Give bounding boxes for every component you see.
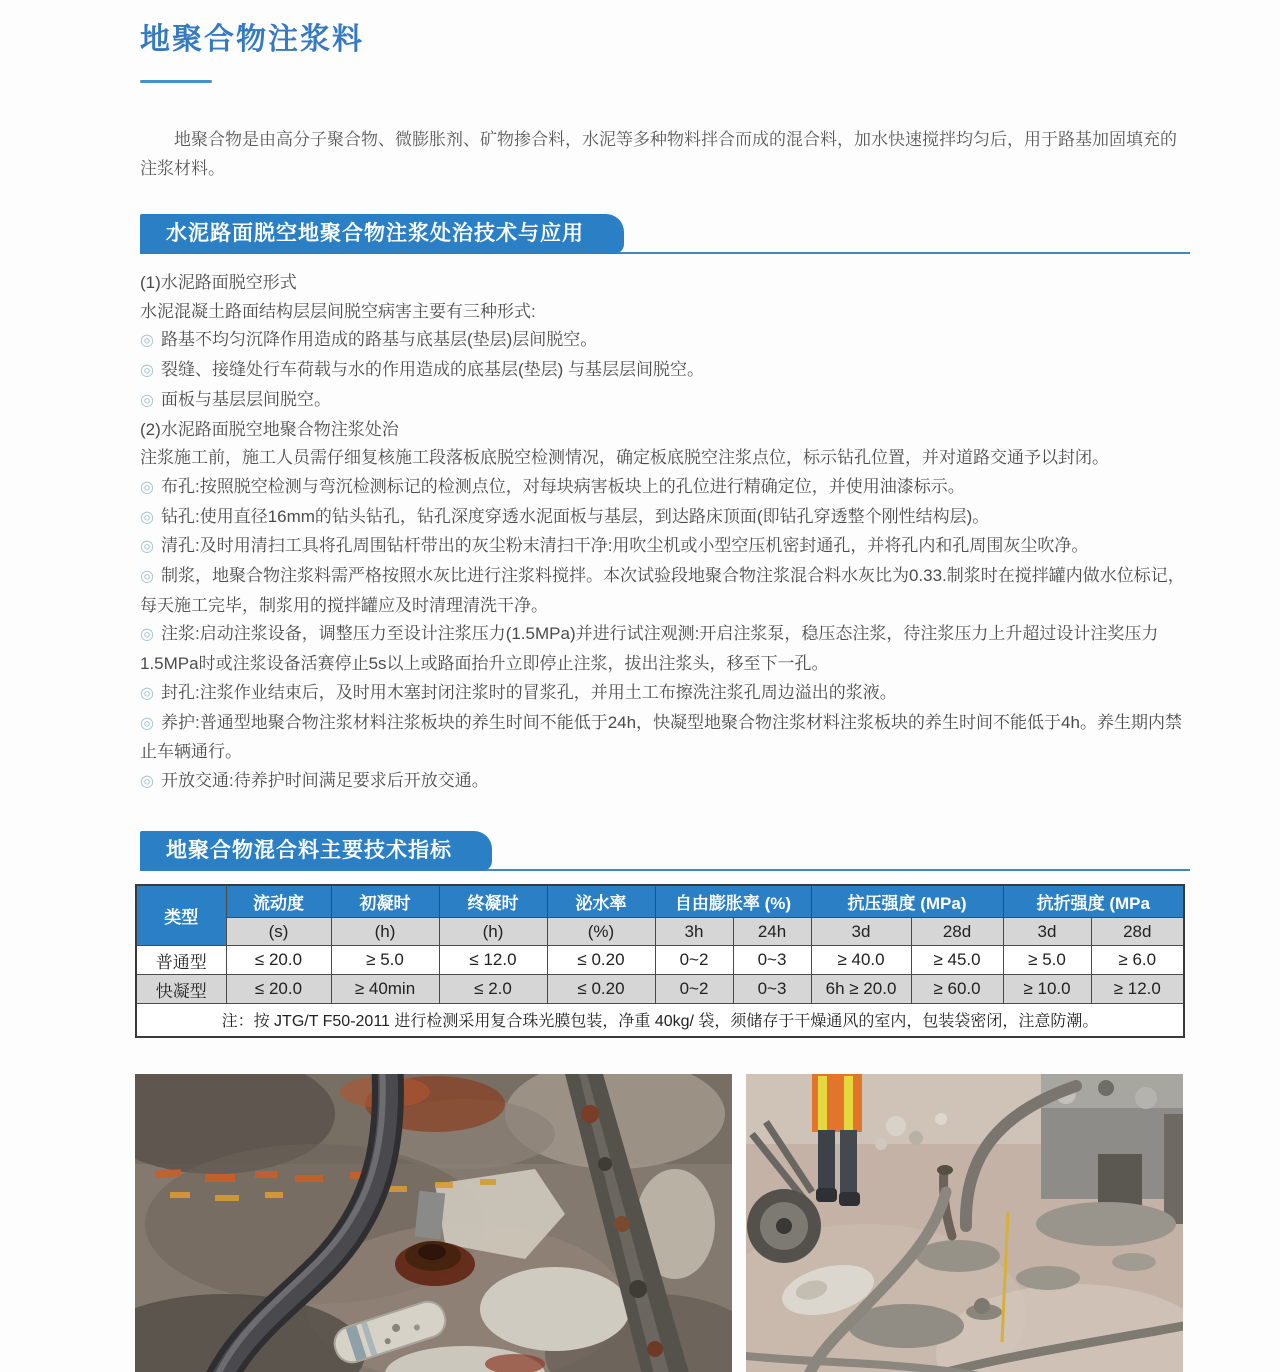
bullet-item: ◎ 注浆:启动注浆设备，调整压力至设计注浆压力(1.5MPa)并进行试注观测:开启注浆泵，稳压态注浆，待注浆压力上升超过设计注奖压力1.5MPa时或注浆设备活赛停止5s以上或路面抬升立即停止注浆，拔出注浆头，移至下一孔。: [140, 624, 1159, 674]
value-cell: 0~3: [733, 946, 811, 975]
value-cell: ≥ 10.0: [1003, 975, 1091, 1004]
table-corner-cell: 类型: [136, 885, 226, 946]
unit-cell: 3d: [811, 918, 911, 946]
unit-cell: (h): [439, 918, 547, 946]
bullet-item: ◎ 钻孔:使用直径16mm的钻头钻孔，钻孔深度穿透水泥面板与基层，到达路床顶面(即钻孔穿透整个刚性结构层)。: [140, 506, 990, 526]
value-cell: ≤ 12.0: [439, 946, 547, 975]
section-tech-body: [140, 269, 1190, 797]
bullet-item: ◎ 路基不均匀沉降作用造成的路基与底基层(垫层)层间脱空。: [140, 330, 598, 350]
table-note-row: [136, 1004, 1184, 1037]
page-title: 地聚合物注浆料: [140, 23, 364, 56]
column-header: 流动度: [226, 885, 331, 918]
bullet-item: ◎ 布孔:按照脱空检测与弯沉检测标记的检测点位，对每块病害板块上的孔位进行精确定位，并使用油漆标示。: [140, 476, 965, 496]
value-cell: ≤ 0.20: [547, 975, 655, 1004]
value-cell: 6h ≥ 20.0: [811, 975, 911, 1004]
value-cell: ≥ 60.0: [911, 975, 1003, 1004]
title-underline-decoration: [140, 80, 212, 83]
unit-cell: 3d: [1003, 918, 1091, 946]
value-cell: ≥ 6.0: [1091, 946, 1184, 975]
unit-cell: (h): [331, 918, 439, 946]
value-cell: ≥ 12.0: [1091, 975, 1184, 1004]
bullet-item: ◎ 封孔:注浆作业结束后，及时用木塞封闭注浆时的冒浆孔，并用土工布擦洗注浆孔周边溢出的浆液。: [140, 682, 897, 702]
table-units-row: [136, 918, 1184, 946]
paragraph: 注浆施工前，施工人员需仔细复核施工段落板底脱空检测情况，确定板底脱空注浆点位，标示钻孔位置，并对道路交通予以封闭。: [140, 448, 1109, 468]
bullet-item: ◎ 制浆，地聚合物注浆料需严格按照水灰比进行注浆料搅拌。本次试验段地聚合物注浆混合料水灰比为0.33.制浆时在搅拌罐内做水位标记，每天施工完毕，制浆用的搅拌罐应及时清理清洗干净。: [140, 566, 1185, 615]
value-cell: ≤ 0.20: [547, 946, 655, 975]
column-header: 抗压强度 (MPa): [811, 885, 1003, 918]
value-cell: ≥ 5.0: [331, 946, 439, 975]
section-specs-banner-pill: 地聚合物混合料主要技术指标: [140, 831, 492, 871]
paragraph: (1)水泥路面脱空形式: [140, 273, 297, 292]
unit-cell: 3h: [655, 918, 733, 946]
value-cell: ≥ 40min: [331, 975, 439, 1004]
ring-bullet-icon: ◎: [140, 626, 154, 644]
value-cell: 0~2: [655, 946, 733, 975]
section-specs-banner: [140, 831, 1190, 871]
value-cell: ≤ 2.0: [439, 975, 547, 1004]
section-tech-banner: [140, 214, 1190, 254]
paragraph: 水泥混凝土路面结构层层间脱空病害主要有三种形式:: [140, 301, 536, 321]
table-row: [136, 975, 1184, 1004]
unit-cell: 28d: [1091, 918, 1184, 946]
ring-bullet-icon: ◎: [140, 478, 154, 496]
bullet-item: ◎ 裂缝、接缝处行车荷载与水的作用造成的底基层(垫层) 与基层层间脱空。: [140, 360, 705, 380]
intro-paragraph: 地聚合物是由高分子聚合物、微膨胀剂、矿物掺合料，水泥等多种物料拌合而成的混合料，加水快速搅拌均匀后，用于路基加固填充的注浆材料。: [140, 130, 1177, 178]
row-type-cell: 普通型: [136, 946, 226, 975]
unit-cell: (s): [226, 918, 331, 946]
value-cell: ≥ 40.0: [811, 946, 911, 975]
unit-cell: 24h: [733, 918, 811, 946]
ring-bullet-icon: ◎: [140, 362, 154, 380]
value-cell: 0~2: [655, 975, 733, 1004]
ring-bullet-icon: ◎: [140, 684, 154, 702]
ring-bullet-icon: ◎: [140, 772, 154, 790]
spec-table: [135, 884, 1185, 1038]
column-header: 终凝时: [439, 885, 547, 918]
section-tech-banner-pill: 水泥路面脱空地聚合物注浆处治技术与应用: [140, 214, 624, 254]
table-note: 注：按 JTG/T F50-2011 进行检测采用复合珠光膜包装，净重 40kg/ 袋，须储存于干燥通风的室内，包装袋密闭，注意防潮。: [136, 1004, 1184, 1037]
ring-bullet-icon: ◎: [140, 332, 154, 350]
column-header: 自由膨胀率 (%): [655, 885, 811, 918]
bullet-item: ◎ 清孔:及时用清扫工具将孔周围钻杆带出的灰尘粉末清扫干净:用吹尘机或小型空压机密封通孔，并将孔内和孔周围灰尘吹净。: [140, 536, 1089, 556]
column-header: 泌水率: [547, 885, 655, 918]
bullet-item: ◎ 养护:普通型地聚合物注浆材料注浆板块的养生时间不能低于24h，快凝型地聚合物注浆材料注浆板块的养生时间不能低于4h。养生期内禁止车辆通行。: [140, 712, 1182, 762]
column-header: 初凝时: [331, 885, 439, 918]
ring-bullet-icon: ◎: [140, 538, 154, 556]
bullet-item: ◎ 面板与基层层间脱空。: [140, 389, 331, 409]
ring-bullet-icon: ◎: [140, 568, 154, 586]
value-cell: ≤ 20.0: [226, 946, 331, 975]
value-cell: 0~3: [733, 975, 811, 1004]
photo-grouting-worksite: [746, 1074, 1183, 1372]
unit-cell: (%): [547, 918, 655, 946]
column-header: 抗折强度 (MPa: [1003, 885, 1184, 918]
table-header-row: [136, 885, 1184, 918]
table-row: [136, 946, 1184, 975]
value-cell: ≥ 5.0: [1003, 946, 1091, 975]
photo-row: [135, 1074, 1190, 1372]
unit-cell: 28d: [911, 918, 1003, 946]
ring-bullet-icon: ◎: [140, 391, 154, 409]
paragraph: (2)水泥路面脱空地聚合物注浆处治: [140, 419, 399, 439]
photo-grout-injection-hole: [135, 1074, 732, 1372]
ring-bullet-icon: ◎: [140, 714, 154, 732]
ring-bullet-icon: ◎: [140, 508, 154, 526]
bullet-item: ◎ 开放交通:待养护时间满足要求后开放交通。: [140, 770, 489, 790]
value-cell: ≥ 45.0: [911, 946, 1003, 975]
row-type-cell: 快凝型: [136, 975, 226, 1004]
value-cell: ≤ 20.0: [226, 975, 331, 1004]
